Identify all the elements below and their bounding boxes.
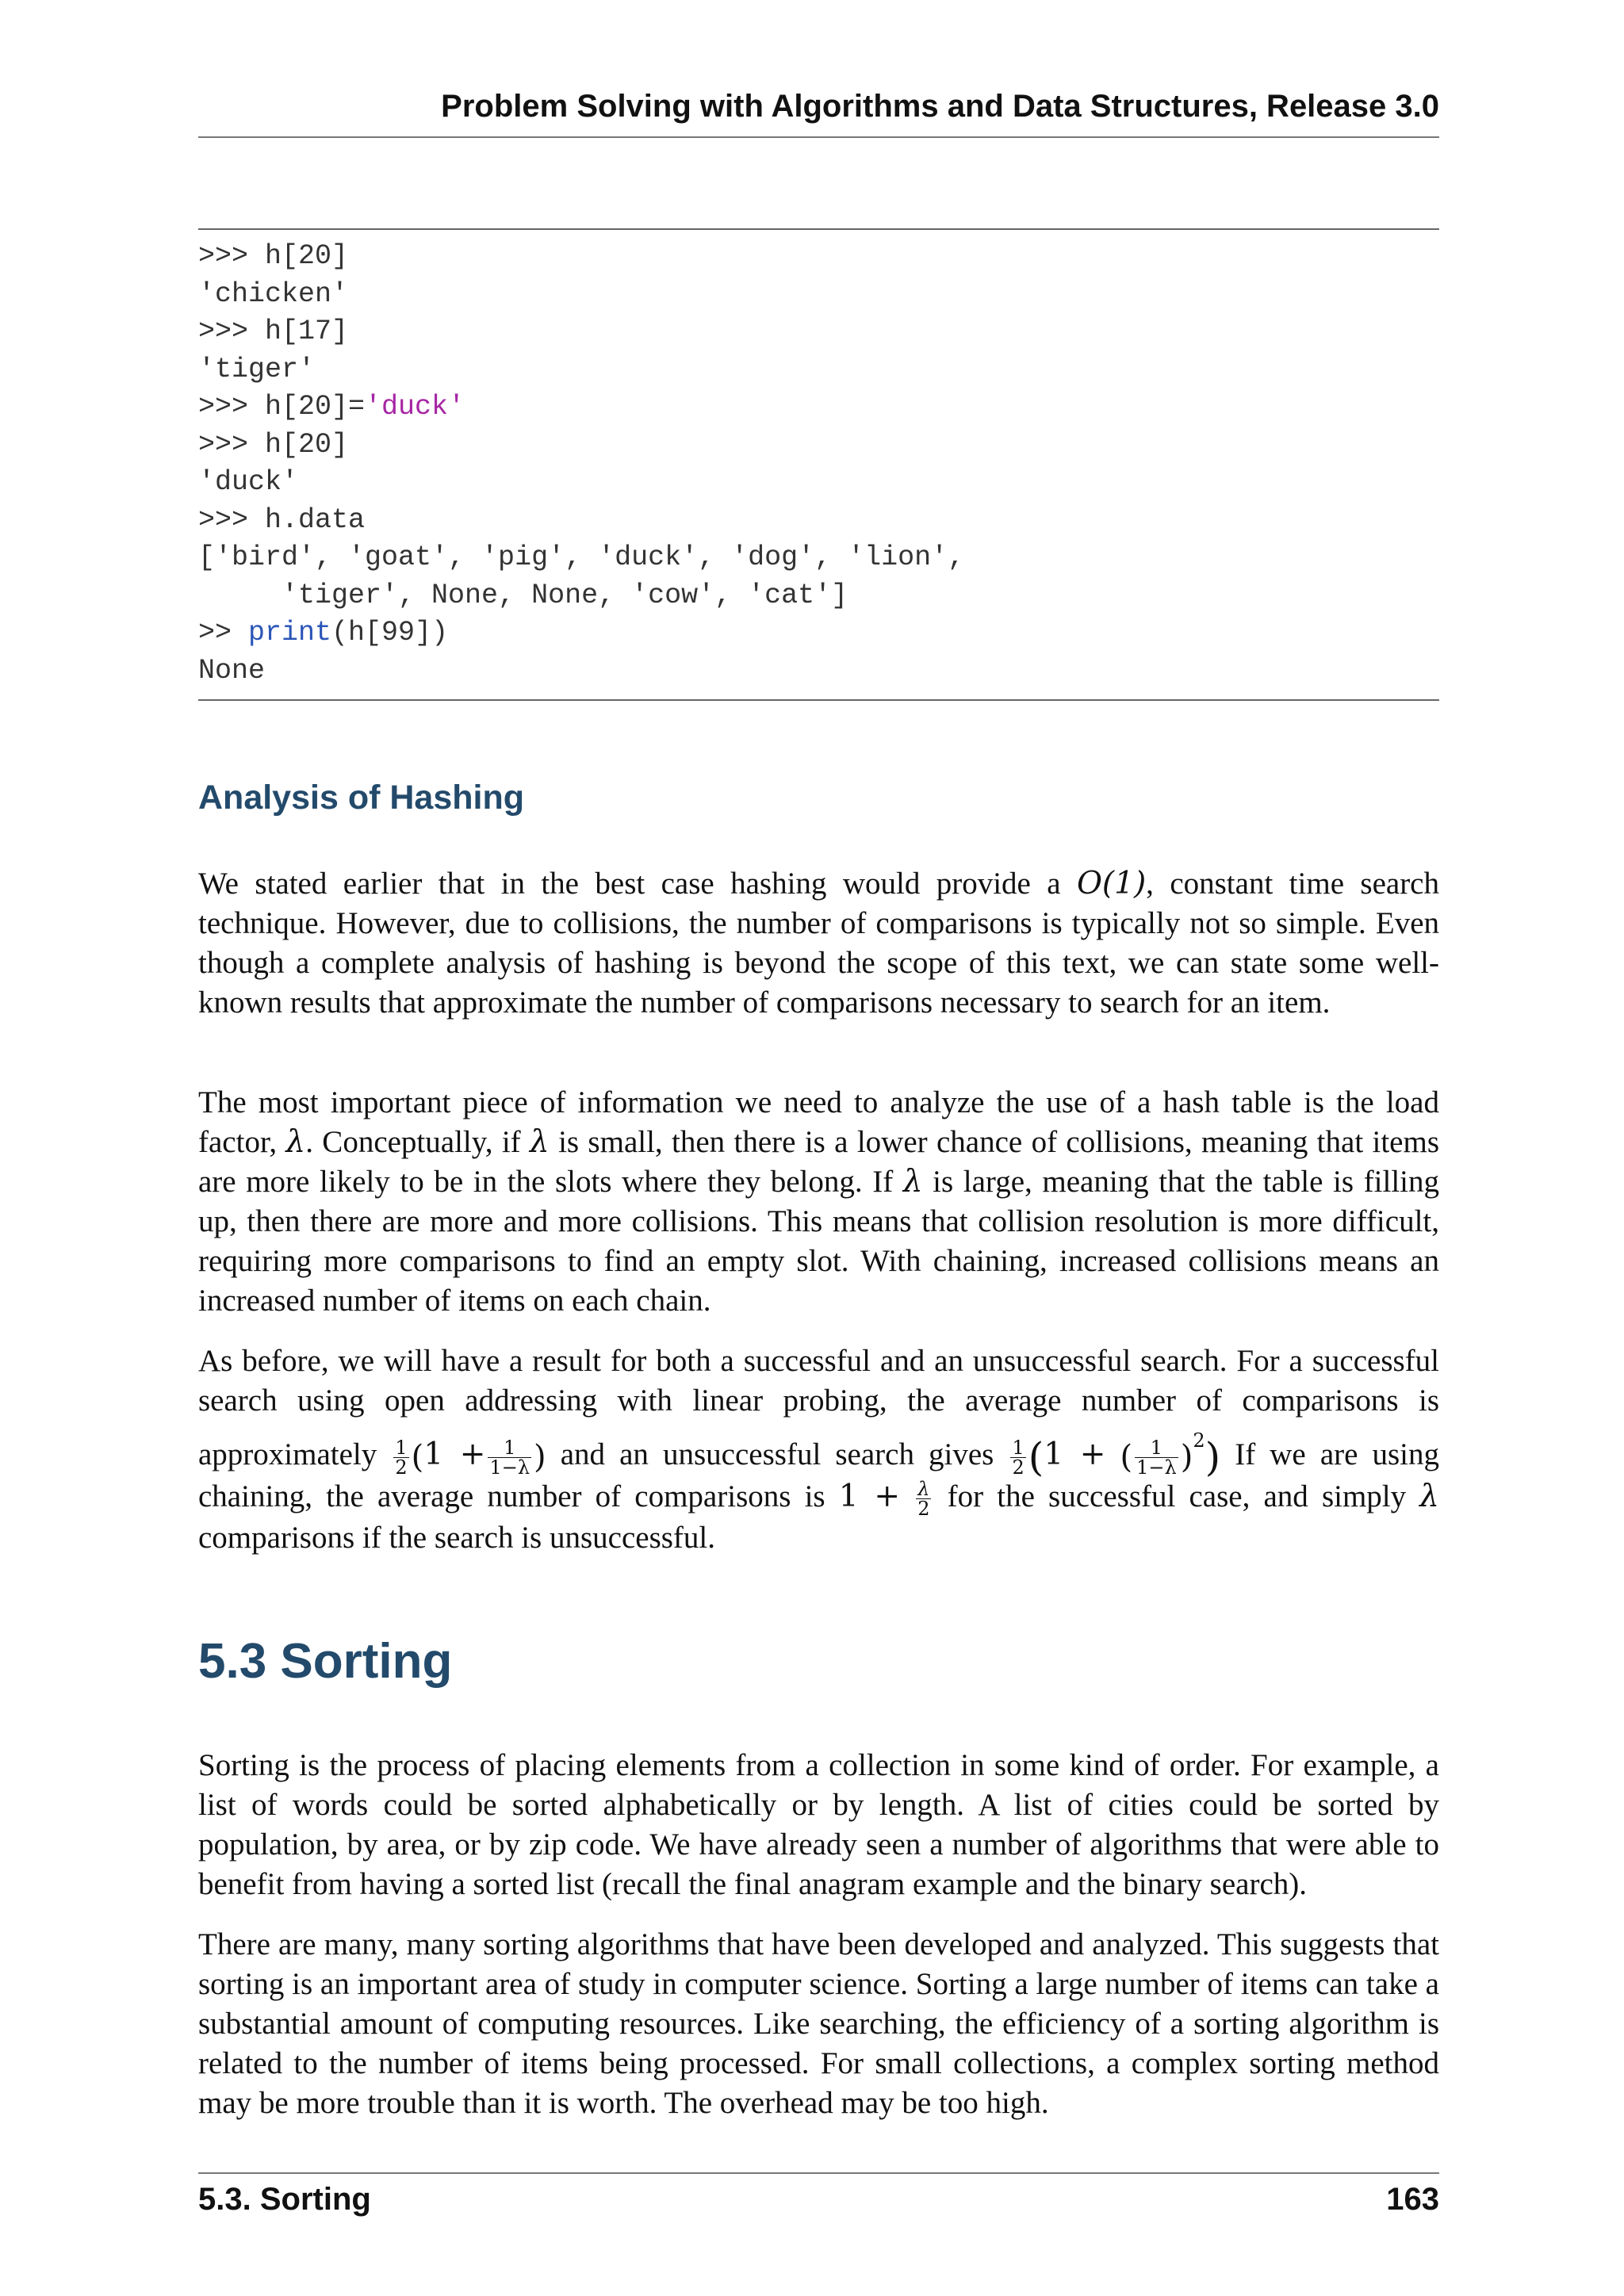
paragraph-analysis-3: [198, 1341, 1439, 1558]
section-title: 5.3 Sorting: [198, 1634, 453, 1689]
text-run: As before, we will have a result for both a successful and an unsuccessful search. For a successful search using open addressing with linear probing, the average number of comparisons is approximately: [198, 1344, 1439, 1471]
code-text: >>> h[20]=: [198, 391, 366, 423]
code-line: 'chicken': [198, 277, 349, 310]
math-exponent: 2: [1193, 1429, 1205, 1452]
math-paren: (: [411, 1439, 424, 1476]
math-fraction: $\frac{1}{1-\lambda}$: [1136, 1436, 1177, 1479]
text-run: is small, then there is a lower chance of collisions, meaning that items are more likely to be in the slots where they belong. If: [198, 1125, 1439, 1199]
code-text: >>: [198, 617, 249, 649]
math-paren: ): [1205, 1434, 1221, 1481]
math-one-plus: 1 +: [423, 1437, 486, 1472]
running-header: Problem Solving with Algorithms and Data Structures, Release 3.0: [441, 89, 1439, 124]
document-page: [198, 0, 1439, 2296]
code-string: 'duck': [365, 391, 465, 423]
paragraph-analysis-1: [198, 864, 1439, 1023]
math-fraction: $\frac{1}{1-\lambda}$: [489, 1436, 530, 1479]
text-run: We stated earlier that in the best case hashing would provide a: [198, 867, 1077, 901]
code-line: >>> h[20]: [198, 428, 349, 461]
header-rule: [198, 136, 1439, 138]
text-run: If we are using chaining, the average number of comparisons is: [198, 1437, 1440, 1513]
code-line: ['bird', 'goat', 'pig', 'duck', 'dog', 'lion',: [198, 541, 965, 573]
text-run: for the successful case, and simply: [933, 1479, 1420, 1513]
code-line: >>> h[20]: [198, 240, 349, 272]
math-big-o: O(1): [1076, 866, 1147, 901]
page-number: 163: [1386, 2182, 1439, 2217]
code-line: None: [198, 654, 266, 687]
math-paren: (: [1120, 1439, 1133, 1476]
math-paren: ): [1180, 1439, 1193, 1476]
text-run: The most important piece of information we need to analyze the use of a hash table is the load factor,: [198, 1085, 1439, 1159]
text-run: comparisons if the search is unsuccessful.: [198, 1521, 715, 1556]
text-run: and an unsuccessful search gives: [546, 1437, 1009, 1471]
text-run: is large, meaning that the table is filling up, then there are more and more collisions. This means that collision resolution is more difficult, requiring more comparisons to find an empty slot. With chaining, increased collisions means an increased number of items on each chain.: [198, 1165, 1439, 1318]
math-paren: ): [534, 1439, 546, 1476]
text-run: , constant time search technique. However, due to collisions, the number of comparisons is typically not so simple. Even though a complete analysis of hashing is beyond the scope of this text, we can state some well-known results that approximate the number of comparisons necessary to search for an item.: [198, 867, 1439, 1020]
code-builtin: print: [248, 617, 332, 649]
subsection-title: Analysis of Hashing: [198, 779, 524, 817]
math-fraction: $\frac{\lambda}{2}$: [917, 1478, 930, 1521]
code-line: [198, 388, 1439, 427]
code-line: >>> h[17]: [198, 316, 349, 347]
math-lambda: λ: [285, 1124, 306, 1160]
math-paren: (: [1028, 1434, 1044, 1481]
math-lambda: λ: [902, 1164, 923, 1200]
code-block: [198, 228, 1439, 701]
footer-rule: [198, 2172, 1439, 2174]
footer-section-label: 5.3. Sorting: [198, 2182, 371, 2217]
math-one-plus: 1 +: [838, 1478, 901, 1514]
code-line: 'duck': [198, 466, 299, 498]
code-line: 'tiger', None, None, 'cow', 'cat']: [198, 579, 848, 611]
math-lambda: λ: [1419, 1478, 1439, 1514]
math-one-plus: 1 +: [1044, 1437, 1106, 1472]
text-run: . Conceptually, if: [305, 1125, 530, 1159]
math-fraction: $\frac{1}{2}$: [395, 1436, 408, 1479]
paragraph-sorting-1: Sorting is the process of placing elements from a collection in some kind of order. For example, a list of words could be sorted alphabetically or by length. A list of cities could be sorted by population, by area, or by zip code. We have already seen a number of algorithms that were able to benefit from having a sorted list (recall the final anagram example and the binary search).: [198, 1748, 1439, 1901]
code-text: (h[99]): [331, 617, 449, 649]
math-fraction: $\frac{1}{2}$: [1012, 1436, 1025, 1479]
math-lambda: λ: [530, 1124, 550, 1160]
code-line: 'tiger': [198, 353, 316, 385]
code-line: [198, 614, 1439, 652]
code-line: >>> h.data: [198, 503, 366, 536]
paragraph-analysis-2: [198, 1083, 1439, 1321]
paragraph-sorting-2: There are many, many sorting algorithms that have been developed and analyzed. This suggests that sorting is an important area of study in computer science. Sorting a large number of items can take a substantial amount of computing resources. Like searching, the efficiency of a sorting algorithm is related to the number of items being processed. For small collections, a complex sorting method may be more trouble than it is worth. The overhead may be too high.: [198, 1927, 1439, 2120]
